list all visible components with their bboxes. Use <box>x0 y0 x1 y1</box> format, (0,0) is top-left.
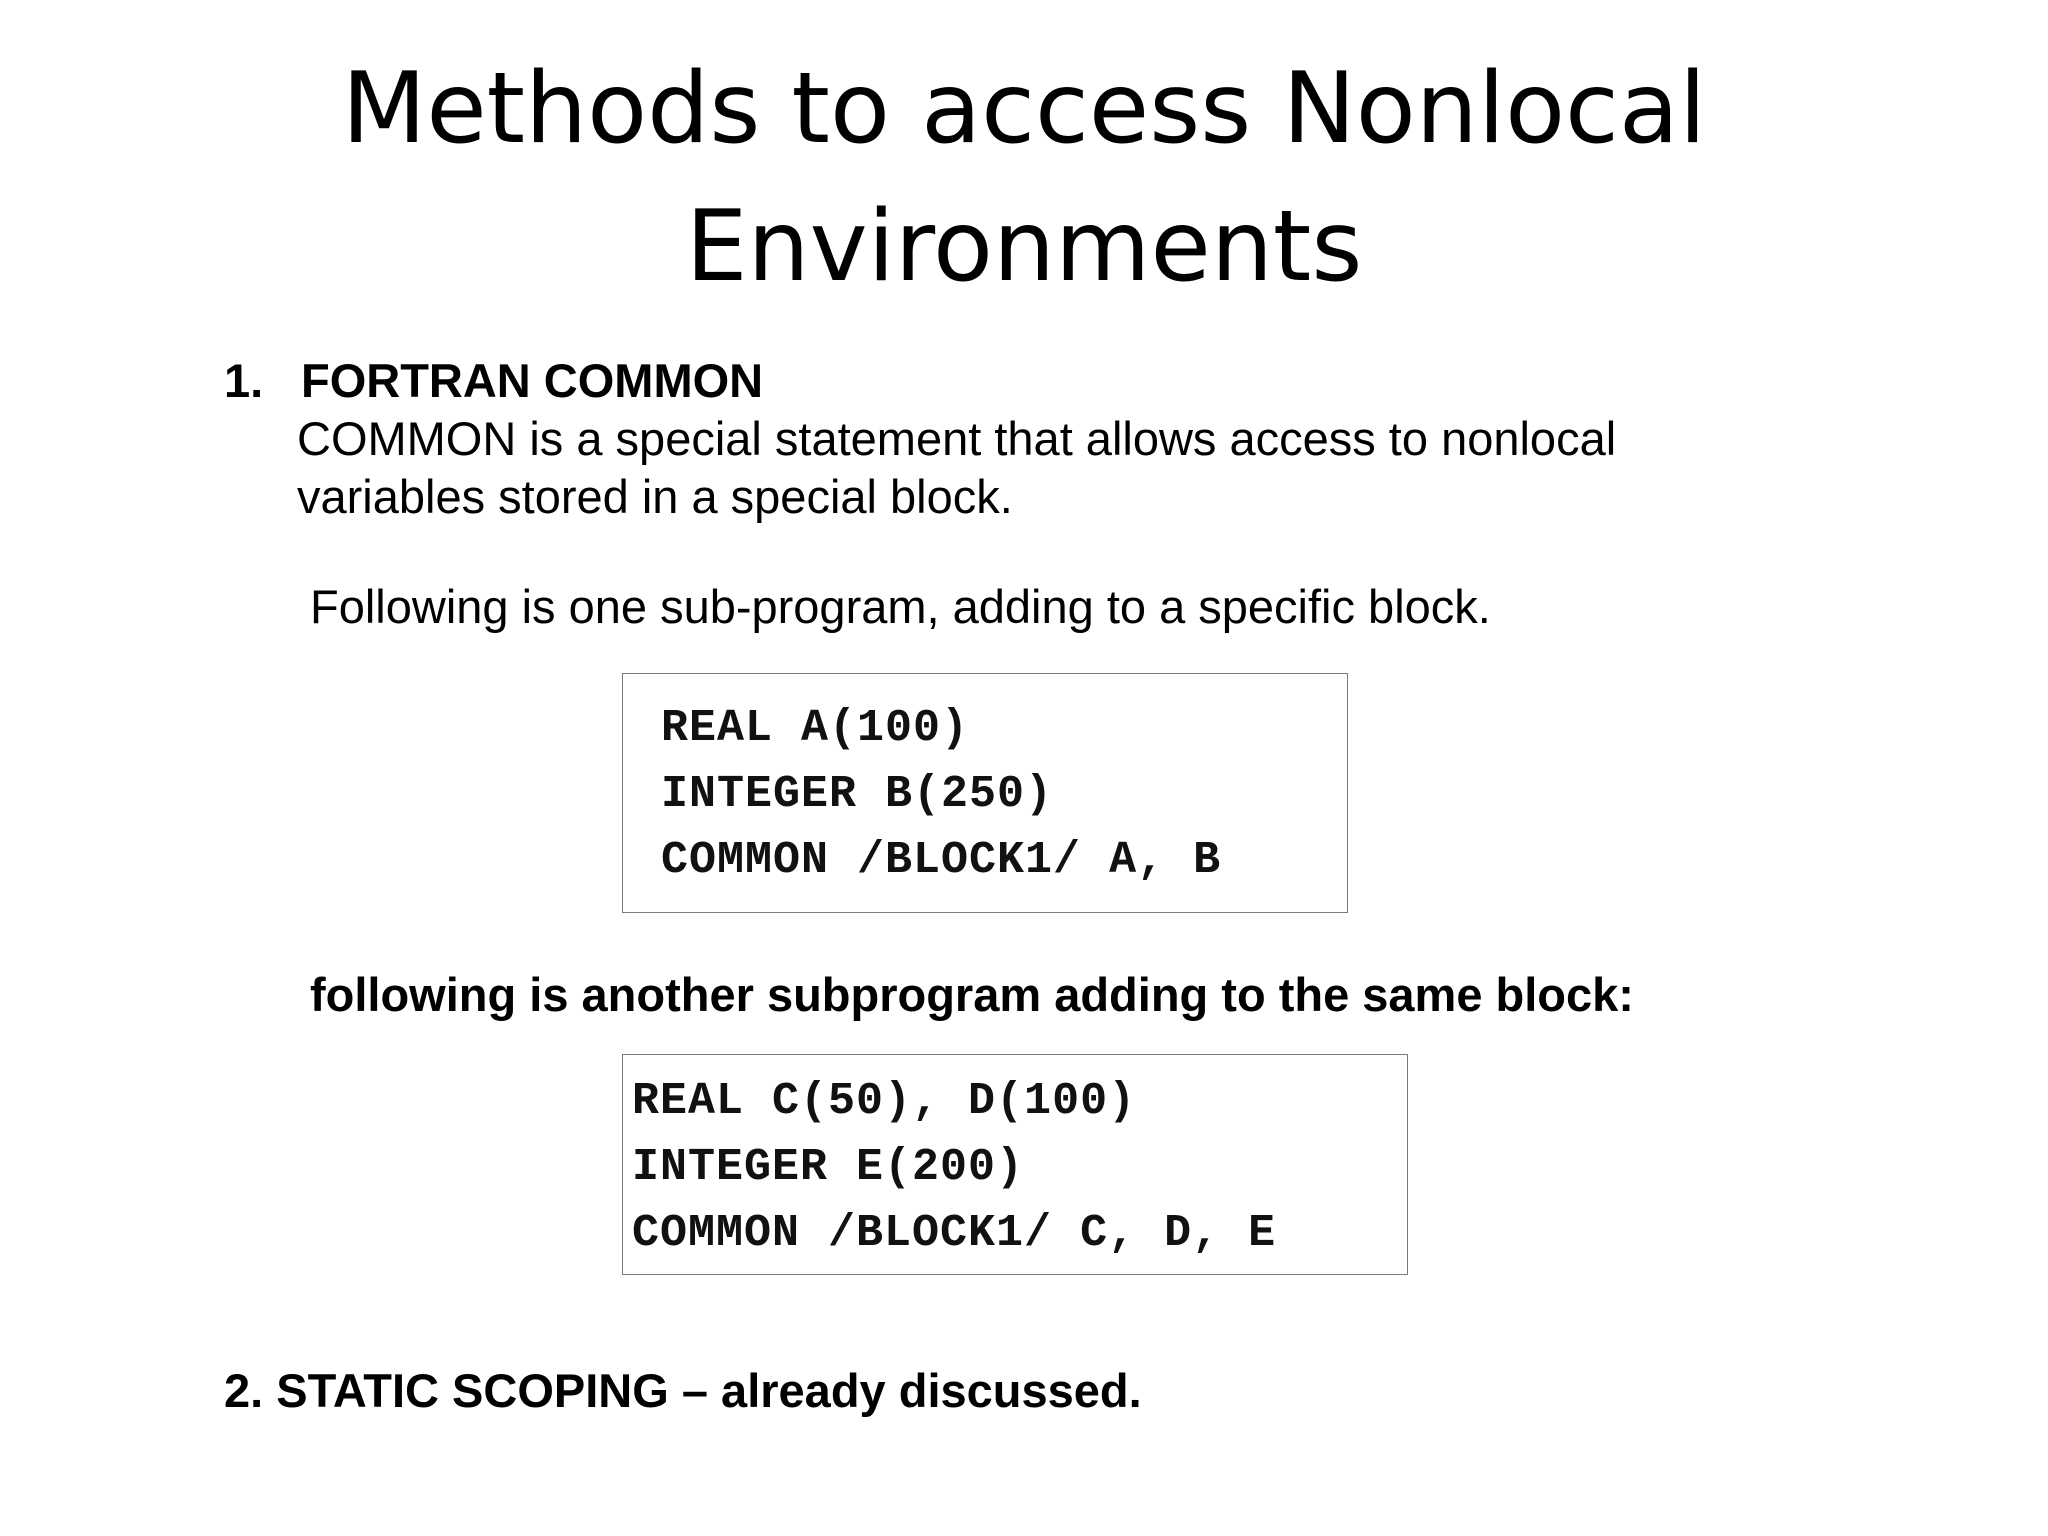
code-block-2-lead-in: following is another subprogram adding to the same block: <box>310 968 1634 1021</box>
section-1-heading <box>224 354 763 408</box>
code-block-1-lead-in: Following is one sub-program, adding to a specific block. <box>310 580 1491 633</box>
code-line: INTEGER B(250) <box>661 769 1054 820</box>
section-2-item: 2. STATIC SCOPING – already discussed. <box>224 1364 1142 1417</box>
description-line-1: COMMON is a special statement that allows access to nonlocal <box>297 412 1617 465</box>
code-block-1 <box>622 673 1348 913</box>
code-line: INTEGER E(200) <box>632 1142 1025 1193</box>
slide-title-line-1: Methods to access Nonlocal <box>341 52 1707 166</box>
slide-title-line-2: Environments <box>685 190 1363 304</box>
code-line: REAL C(50), D(100) <box>632 1076 1137 1127</box>
code-line: REAL A(100) <box>661 703 970 754</box>
section-1-description <box>297 410 1616 526</box>
code-block-2 <box>622 1054 1408 1275</box>
code-line: COMMON /BLOCK1/ A, B <box>661 835 1222 886</box>
slide-title <box>0 40 2048 316</box>
code-line: COMMON /BLOCK1/ C, D, E <box>632 1208 1277 1259</box>
section-1-number: 1. <box>224 354 264 407</box>
description-line-2: variables stored in a special block. <box>297 470 1013 523</box>
section-1-heading-text: FORTRAN COMMON <box>301 354 764 407</box>
